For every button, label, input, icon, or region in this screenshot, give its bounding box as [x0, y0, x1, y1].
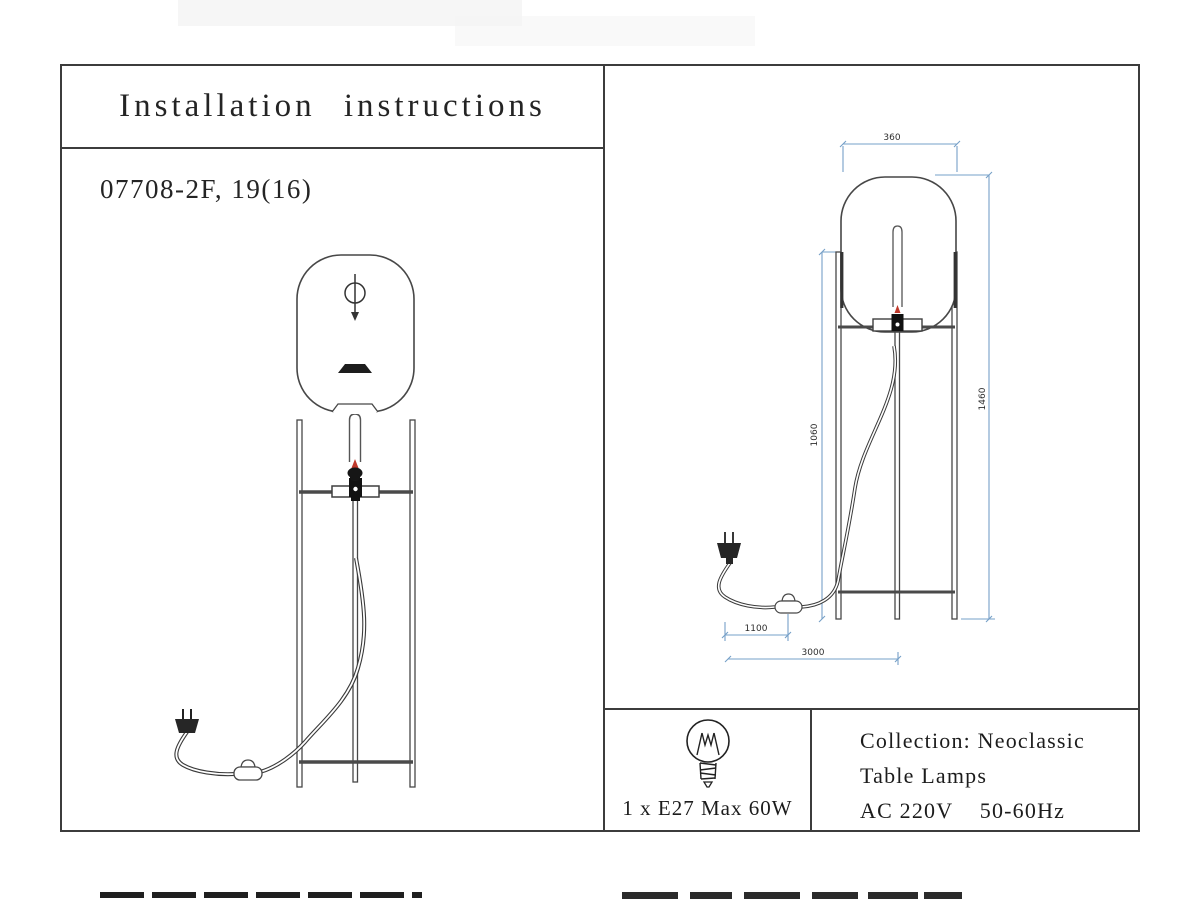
dim-label-cord-switch: 1100 — [744, 624, 768, 634]
power-line: AC 220V 50-60Hz — [860, 798, 1066, 823]
tube-bulb — [348, 414, 363, 481]
dim-label-total-height: 1460 — [978, 387, 988, 411]
assembled-view-drawing — [605, 66, 1138, 708]
bulb-spec-label: 1 x E27 Max 60W — [622, 796, 793, 820]
scan-smudge — [455, 16, 755, 46]
inline-switch — [775, 594, 802, 613]
scan-artifact — [744, 892, 800, 899]
sheet-frame — [60, 64, 1140, 832]
exploded-view-drawing — [62, 66, 603, 830]
category-line: Table Lamps — [860, 763, 988, 788]
tube-bulb — [893, 226, 902, 313]
bulb-icon — [676, 715, 740, 795]
collection-spec-cell — [812, 710, 1138, 830]
scan-artifact — [690, 892, 732, 899]
scan-artifact — [622, 892, 678, 899]
dim-label-frame-height: 1060 — [810, 423, 820, 447]
power-cord — [719, 346, 896, 608]
scan-artifact — [924, 892, 962, 899]
page-title: Installation instructions — [119, 88, 546, 124]
model-number: 07708-2F, 19(16) — [100, 174, 313, 204]
glass-shade — [297, 255, 414, 414]
scan-artifact — [868, 892, 918, 899]
scan-artifact — [100, 892, 422, 898]
inline-switch — [234, 760, 262, 780]
socket-assembly — [332, 478, 379, 501]
power-cord — [176, 558, 364, 774]
spec-block — [605, 708, 1138, 830]
plug — [175, 709, 199, 733]
scan-artifact — [812, 892, 858, 899]
plug — [717, 532, 741, 564]
collection-line: Collection: Neoclassic — [860, 728, 1085, 753]
dim-label-cord-total: 3000 — [801, 648, 825, 658]
bulb-spec-cell — [605, 710, 812, 830]
dim-label-width: 360 — [883, 133, 901, 143]
